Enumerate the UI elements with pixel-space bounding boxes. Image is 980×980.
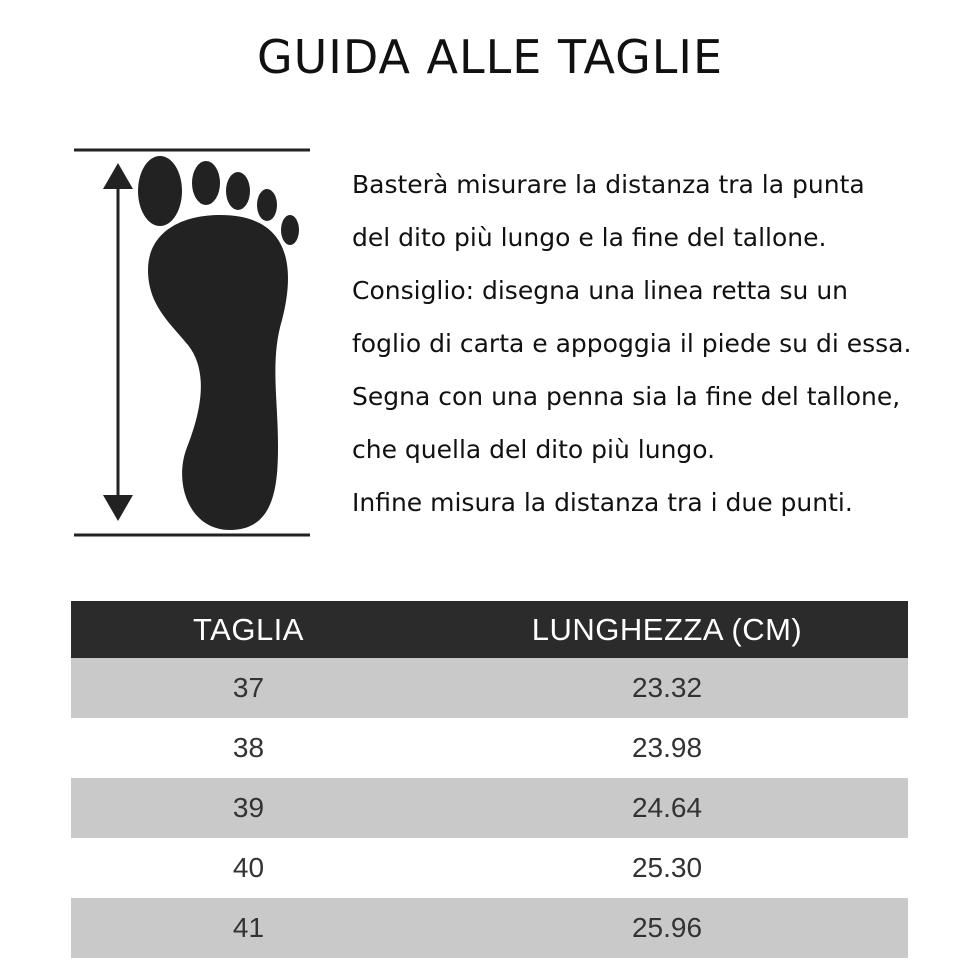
size-cell: 37: [232, 672, 265, 703]
size-table: [71, 601, 908, 958]
table-row: [71, 718, 908, 778]
size-cell: 38: [232, 732, 265, 763]
instructions-text: [352, 158, 952, 529]
table-row: [71, 778, 908, 838]
instruction-line: che quella del dito più lungo.: [352, 435, 716, 464]
size-cell: 39: [232, 792, 265, 823]
length-cell: 25.30: [631, 852, 703, 883]
table-row: [71, 898, 908, 958]
length-cell: 23.32: [631, 672, 703, 703]
foot-icon: [138, 156, 299, 530]
header-length: LUNGHEZZA (CM): [531, 611, 803, 647]
instruction-line: Basterà misurare la distanza tra la punta: [352, 170, 865, 199]
instruction-line: del dito più lungo e la fine del tallone.: [352, 223, 827, 252]
instruction-line: Infine misura la distanza tra i due punti.: [352, 488, 853, 517]
length-cell: 23.98: [631, 732, 703, 763]
instruction-line: Segna con una penna sia la fine del tallone,: [352, 382, 901, 411]
instruction-line: Consiglio: disegna una linea retta su un: [352, 276, 849, 305]
size-cell: 41: [232, 912, 265, 943]
double-arrow-vertical-icon: [103, 163, 133, 521]
foot-diagram: [70, 145, 315, 545]
header-size: TAGLIA: [193, 611, 304, 647]
page-title: GUIDA ALLE TAGLIE: [256, 30, 724, 84]
table-row: [71, 658, 908, 718]
instruction-line: foglio di carta e appoggia il piede su di essa.: [352, 329, 912, 358]
length-cell: 24.64: [631, 792, 703, 823]
table-row: [71, 838, 908, 898]
table-header: [71, 601, 908, 658]
size-cell: 40: [232, 852, 265, 883]
length-cell: 25.96: [631, 912, 703, 943]
foot-measurement-figure: [70, 145, 315, 545]
